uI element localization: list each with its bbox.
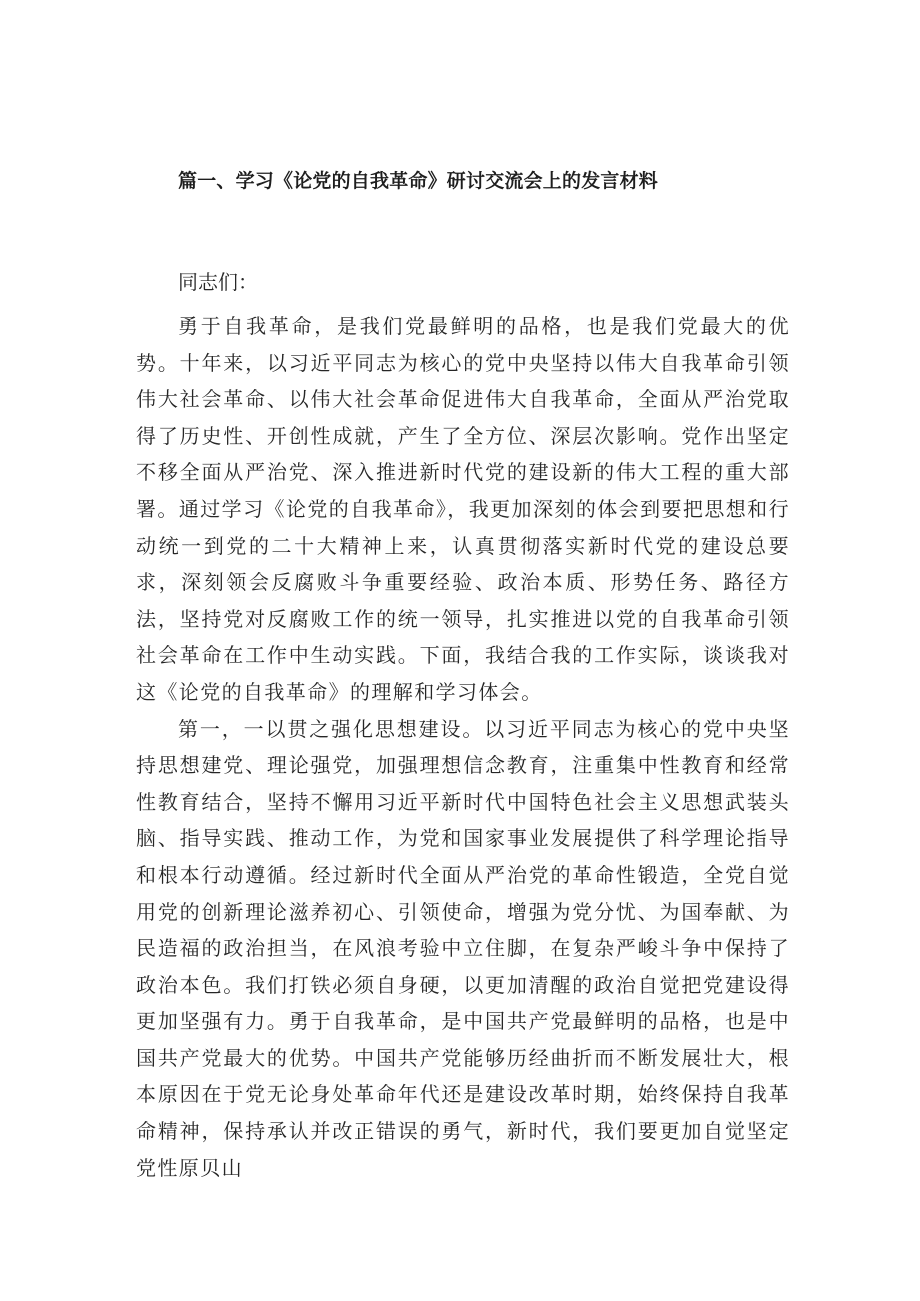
salutation: 同志们： [178,270,258,294]
paragraph-intro: 勇于自我革命，是我们党最鲜明的品格，也是我们党最大的优势。十年来，以习近平同志为核心的党中央坚持以伟大自我革命引领伟大社会革命、以伟大社会革命促进伟大自我革命，全面从严治党取得了历史性、开创性成就，产生了全方位、深层次影响。党作出坚定不移全面从严治党、深入推进新时代党的建设新的伟大工程的重大部署。通过学习《论党的自我革命》，我更加深刻的体会到要把思想和行动统一到党的二十大精神上来，认真贯彻落实新时代党的建设总要求，深刻领会反腐败斗争重要经验、政治本质、形势任务、路径方法，坚持党对反腐败工作的统一领导，扎实推进以党的自我革命引领社会革命在工作中生动实践。下面，我结合我的工作实际，谈谈我对这《论党的自我革命》的理解和学习体会。 [136,314,790,704]
document-body [136,262,790,1186]
document-title: 篇一、学习《论党的自我革命》研讨交流会上的发言材料 [178,170,659,192]
paragraph-first-point: 第一，一以贯之强化思想建设。以习近平同志为核心的党中央坚持思想建党、理论强党，加强理想信念教育，注重集中性教育和经常性教育结合，坚持不懈用习近平新时代中国特色社会主义思想武装头脑、指导实践、推动工作，为党和国家事业发展提供了科学理论指导和根本行动遵循。经过新时代全面从严治党的革命性锻造，全党自觉用党的创新理论滋养初心、引领使命，增强为党分忧、为国奉献、为民造福的政治担当，在风浪考验中立住脚，在复杂严峻斗争中保持了政治本色。我们打铁必须自身硬，以更加清醒的政治自觉把党建设得更加坚强有力。勇于自我革命，是中国共产党最鲜明的品格，也是中国共产党最大的优势。中国共产党能够历经曲折而不断发展壮大，根本原因在于党无论身处革命年代还是建设改革时期，始终保持自我革命精神，保持承认并改正错误的勇气，新时代，我们要更加自觉坚定党性原贝山 [136,716,790,1180]
